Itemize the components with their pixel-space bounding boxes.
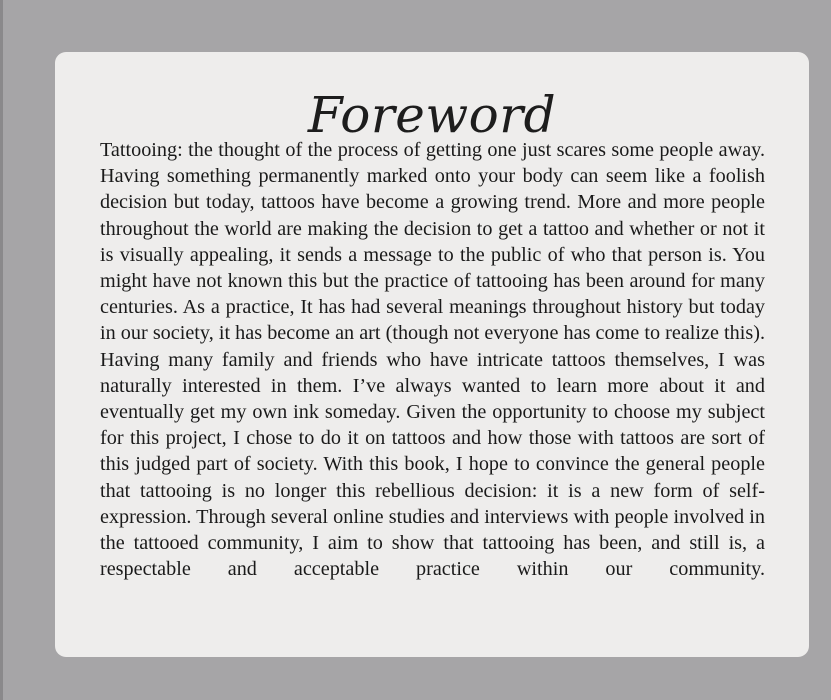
- foreword-paragraph: Tattooing: the thought of the process of getting one just scares some people away. Having something permanently marked onto your body can seem like a foolish decision but today, tattoos have become a growing trend. More and more people throughout the world are making the decision to get a tattoo and whether or not it is visually appealing, it sends a message to the public of who that person is. You might have not known this but the practice of tattooing has been around for many centuries. As a practice, It has had several meanings throughout history but today in our society, it has become an art (though not everyone has come to realize this). Having many family and friends who have intricate tattoos themselves, I was naturally interested in them. I’ve always wanted to learn more about it and eventually get my own ink someday. Given the opportunity to choose my subject for this project, I chose to do it on tattoos and how those with tattoos are sort of this judged part of society. With this book, I hope to convince the general people that tattooing is no longer this rebellious decision: it is a new form of self-expression. Through several online studies and interviews with people involved in the tattooed community, I aim to show that tattooing has been, and still is, a respectable and acceptable practice within our community.: [100, 139, 765, 581]
- window-edge: [0, 0, 3, 700]
- page-title: Foreword: [307, 86, 557, 144]
- page-card: [55, 52, 809, 657]
